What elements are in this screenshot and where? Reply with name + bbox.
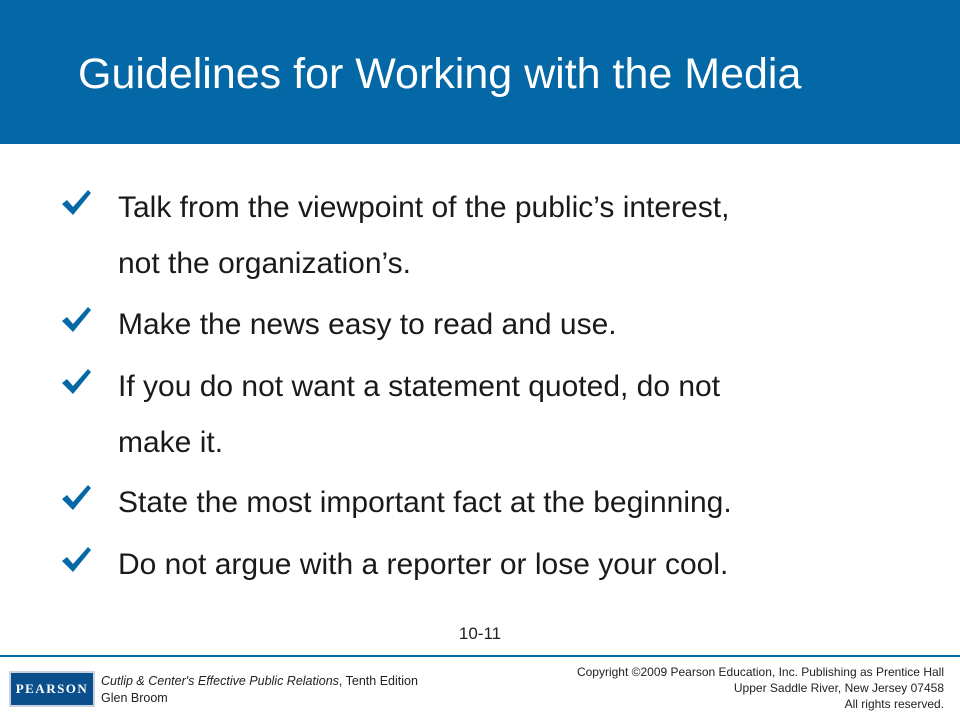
bullet-text: If you do not want a statement quoted, do not make it.: [118, 370, 721, 459]
copyright-notice: [504, 664, 944, 712]
bullet-text: Make the news easy to read and use.: [118, 308, 617, 341]
checkmark-icon: [58, 542, 94, 578]
footer-divider: [0, 655, 960, 657]
copyright-line: Copyright ©2009 Pearson Education, Inc. Publishing as Prentice Hall: [576, 665, 944, 679]
title-banner: [0, 0, 960, 144]
slide-number: 10-11: [458, 624, 502, 643]
book-citation: [101, 673, 481, 707]
checkmark-icon: [58, 185, 94, 221]
logo-text: PEARSON: [15, 681, 89, 696]
bullet-text: Do not argue with a reporter or lose your cool.: [118, 548, 729, 581]
book-title: Cutlip & Center's Effective Public Relations: [101, 674, 339, 688]
bullet-text: State the most important fact at the beginning.: [118, 486, 732, 519]
book-edition: , Tenth Edition: [338, 674, 418, 688]
pearson-logo: [9, 671, 95, 707]
checkmark-icon: [58, 480, 94, 516]
copyright-line: All rights reserved.: [844, 697, 944, 711]
copyright-line: Upper Saddle River, New Jersey 07458: [733, 681, 944, 695]
book-author: Glen Broom: [101, 691, 168, 705]
checkmark-icon: [58, 302, 94, 338]
book-title-line: [101, 673, 481, 690]
slide-title: Guidelines for Working with the Media: [78, 50, 802, 98]
bullet-text: Talk from the viewpoint of the public’s interest, not the organization’s.: [118, 191, 730, 280]
checkmark-icon: [58, 364, 94, 400]
